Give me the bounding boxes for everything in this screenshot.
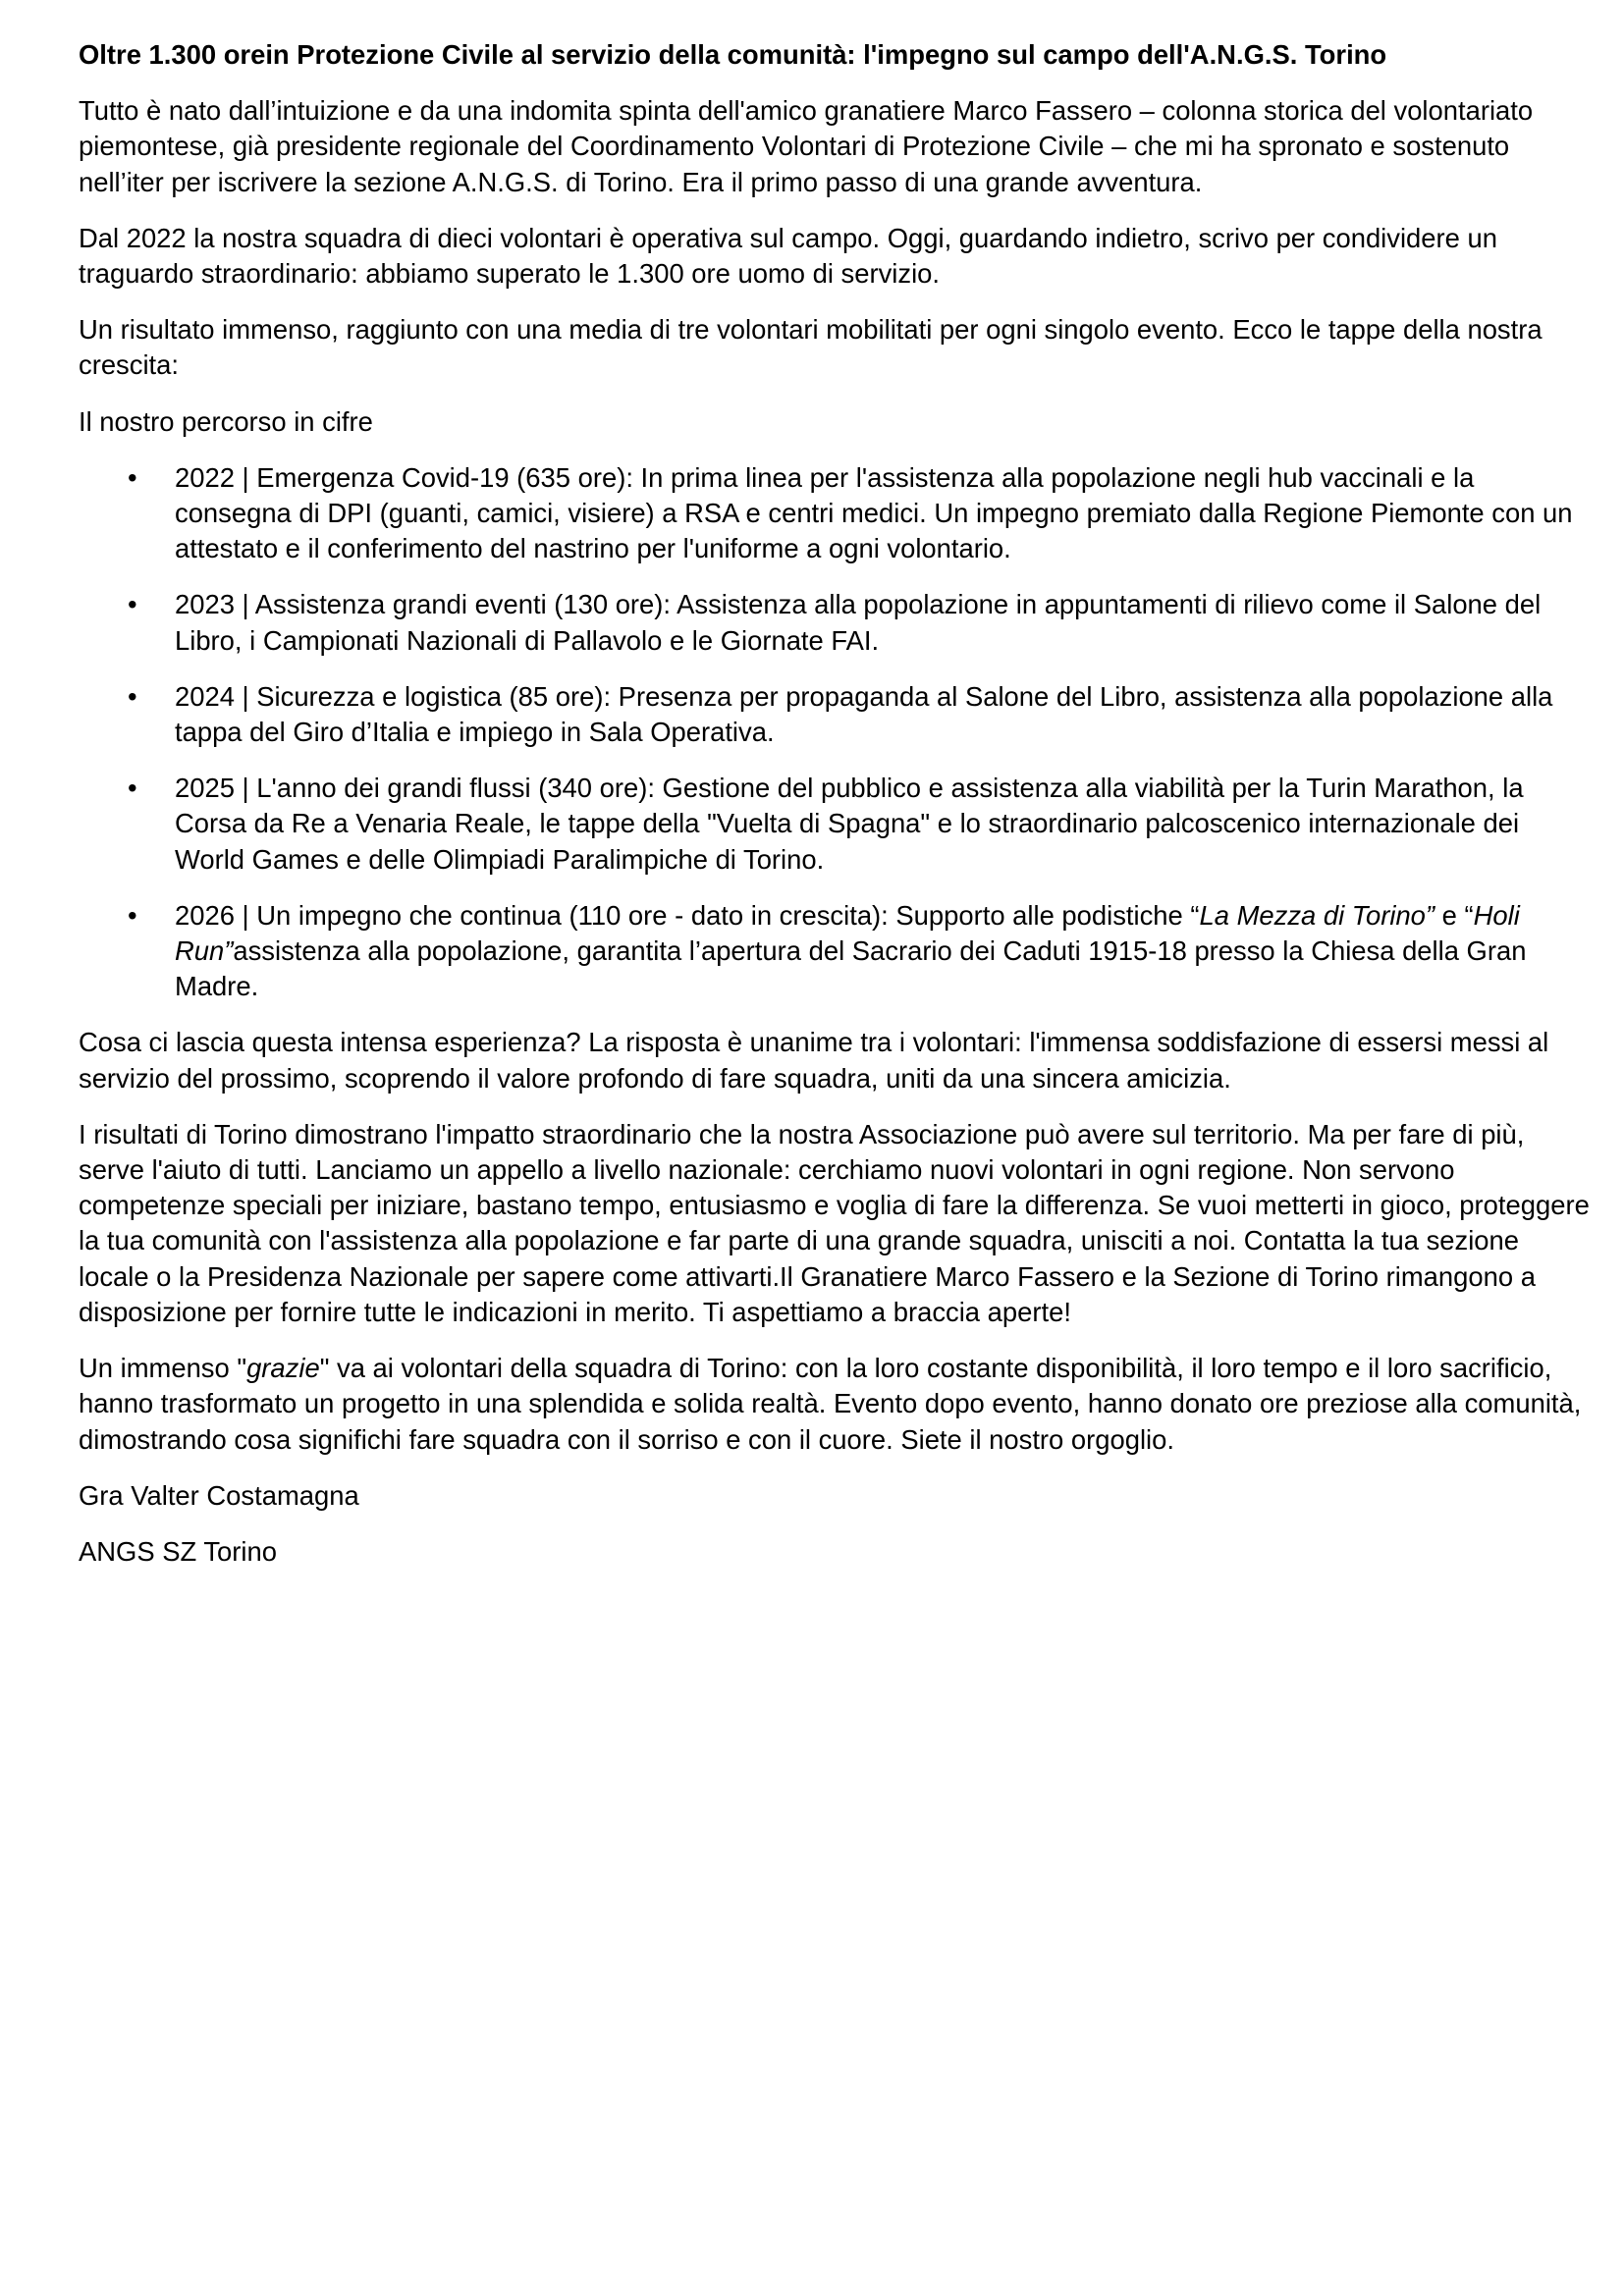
- signature-section: ANGS SZ Torino: [79, 1535, 277, 1567]
- milestones-list: [79, 460, 1591, 1005]
- list-item: [79, 771, 1591, 878]
- bullet-icon: •: [128, 461, 137, 493]
- figures-heading: Il nostro percorso in cifre: [79, 405, 373, 437]
- bullet-icon: •: [128, 680, 137, 712]
- experience-paragraph: Cosa ci lascia questa intensa esperienza? La risposta è unanime tra i volontari: l'immensa soddisfazione di essersi messi al servizio del prossimo, scoprendo il valore profondo di fare squadra, uniti da una sincera amicizia.: [79, 1027, 1549, 1094]
- bullet-icon: •: [128, 589, 137, 620]
- thanks-paragraph: Un immenso "grazie" va ai volontari della squadra di Torino: con la loro costante disponibilità, il loro tempo e il loro sacrificio, hanno trasformato un progetto in una splendida e solida realtà. Evento dopo evento, hanno donato ore preziose alla comunità, dimostrando cosa significhi fare squadra con il sorriso e con il cuore. Siete il nostro orgoglio.: [79, 1353, 1582, 1455]
- milestone-text: 2025 | L'anno dei grandi flussi (340 ore): Gestione del pubblico e assistenza alla viabilità per la Turin Marathon, la Corsa da Re a Venaria Reale, le tappe della "Vuelta di Spagna" e lo straordinario palcoscenico internazionale dei World Games e delle Olimpiadi Paralimpiche di Torino.: [175, 773, 1524, 875]
- result-paragraph: Un risultato immenso, raggiunto con una media di tre volontari mobilitati per ogni singolo evento. Ecco le tappe della nostra crescita:: [79, 314, 1543, 381]
- team-paragraph: Dal 2022 la nostra squadra di dieci volontari è operativa sul campo. Oggi, guardando indietro, scrivo per condividere un traguardo straordinario: abbiamo superato le 1.300 ore uomo di servizio.: [79, 222, 1497, 290]
- list-item: [79, 679, 1591, 750]
- appeal-paragraph: I risultati di Torino dimostrano l'impatto straordinario che la nostra Associazione può avere sul territorio. Ma per fare di più, serve l'aiuto di tutti. Lanciamo un appello a livello nazionale: cerchiamo nuovi volontari in ogni regione. Non servono competenze speciali per iniziare, bastano tempo, entusiasmo e voglia di fare la differenza. Se vuoi metterti in gioco, proteggere la tua comunità con l'assistenza alla popolazione e far parte di una grande squadra, unisciti a noi. Contatta la tua sezione locale o la Presidenza Nazionale per sapere come attivarti.Il Granatiere Marco Fassero e la Sezione di Torino rimangono a disposizione per fornire tutte le indicazioni in merito. Ti aspettiamo a braccia aperte!: [79, 1118, 1590, 1327]
- list-item: [79, 898, 1591, 1005]
- milestone-text: 2026 | Un impegno che continua (110 ore - dato in crescita): Supporto alle podistiche “La Mezza di Torino” e “Holi Run”assistenza alla popolazione, garantita l’apertura del Sacrario dei Caduti 1915-18 presso la Chiesa della Gran Madre.: [175, 899, 1527, 1002]
- document-page: [79, 37, 1591, 1590]
- list-item: [79, 587, 1591, 658]
- milestone-text: 2022 | Emergenza Covid-19 (635 ore): In prima linea per l'assistenza alla popolazione negli hub vaccinali e la consegna di DPI (guanti, camici, visiere) a RSA e centri medici. Un impegno premiato dalla Regione Piemonte con un attestato e il conferimento del nastrino per l'uniforme a ogni volontario.: [175, 461, 1573, 564]
- signature-name: Gra Valter Costamagna: [79, 1479, 359, 1511]
- list-item: [79, 460, 1591, 567]
- bullet-icon: •: [128, 899, 137, 931]
- bullet-icon: •: [128, 773, 137, 804]
- intro-paragraph: Tutto è nato dall’intuizione e da una indomita spinta dell'amico granatiere Marco Fassero – colonna storica del volontariato piemontese, già presidente regionale del Coordinamento Volontari di Protezione Civile – che mi ha spronato e sostenuto nell’iter per iscrivere la sezione A.N.G.S. di Torino. Era il primo passo di una grande avventura.: [79, 95, 1534, 197]
- milestone-text: 2023 | Assistenza grandi eventi (130 ore): Assistenza alla popolazione in appuntamenti di rilievo come il Salone del Libro, i Campionati Nazionali di Pallavolo e le Giornate FAI.: [175, 589, 1542, 656]
- document-title: Oltre 1.300 orein Protezione Civile al servizio della comunità: l'impegno sul campo dell'A.N.G.S. Torino: [79, 39, 1387, 70]
- milestone-text: 2024 | Sicurezza e logistica (85 ore): Presenza per propaganda al Salone del Libro, assistenza alla popolazione alla tappa del Giro d’Italia e impiego in Sala Operativa.: [175, 680, 1553, 748]
